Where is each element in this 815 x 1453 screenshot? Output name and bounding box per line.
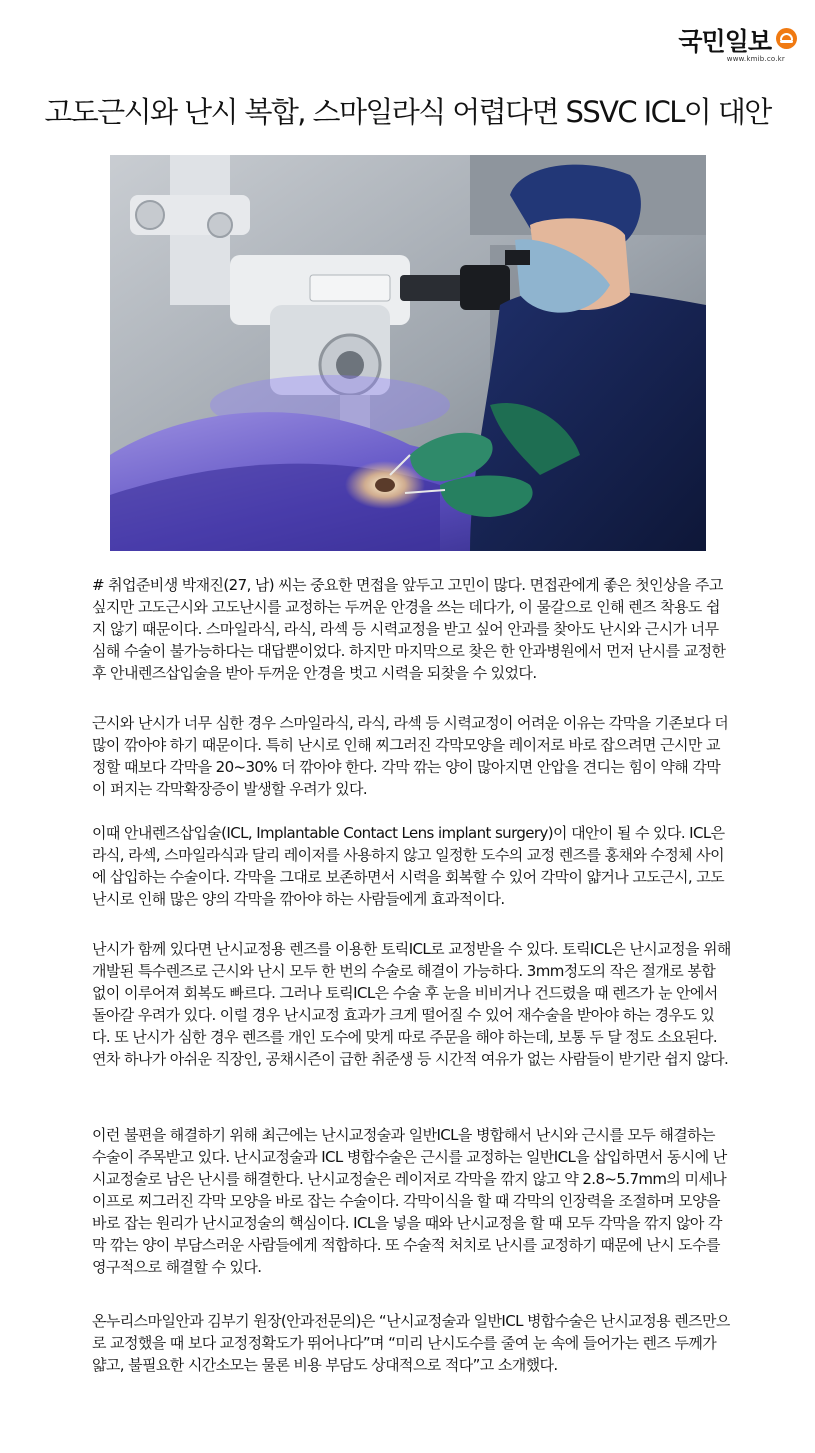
article-body [92,574,732,1398]
brand-logo-text: 국민일보 [678,27,771,56]
article-paragraph: 난시가 함께 있다면 난시교정용 렌즈를 이용한 토릭ICL로 교정받을 수 있다. 토릭ICL은 난시교정을 위해 개발된 특수렌즈로 근시와 난시 모두 한 번의 수술로 해결이 가능하다. 3mm정도의 작은 절개로 봉합 없이 이루어져 회복도 빠르다. 그러나 토릭ICL은 수술 후 눈을 비비거나 건드렸을 때 렌즈가 눈 안에서 돌아갈 우려가 있다. 이럴 경우 난시교정 효과가 크게 떨어질 수 있어 재수술을 받아야 하는 경우도 있다. 또 난시가 심한 경우 렌즈를 개인 도수에 맞게 따로 주문을 해야 하는데, 보통 두 달 정도 소요된다. 연차 하나가 아쉬운 직장인, 공채시즌이 급한 취준생 등 시간적 여유가 없는 사람들이 받기란 쉽지 않다. [92,940,731,1068]
article-paragraph: 이런 불편을 해결하기 위해 최근에는 난시교정술과 일반ICL을 병합해서 난시와 근시를 모두 해결하는 수술이 주목받고 있다. 난시교정술과 ICL 병합수술은 근시를 교정하는 일반ICL을 삽입하면서 동시에 난시교정술로 남은 난시를 해결한다. 난시교정술은 레이저로 각막을 깎지 않고 약 2.8~5.7mm의 미세나이프로 찌그러진 각막 모양을 바로 잡는 수술이다. 각막이식을 할 때 각막의 인장력을 조절하며 모양을 바로 잡는 원리가 난시교정술의 핵심이다. ICL을 넣을 때와 난시교정을 할 때 모두 각막을 깎지 않아 각막 깎는 양이 부담스러운 사람들에게 적합하다. 또 수술적 처치로 난시를 교정하기 때문에 난시 도수를 영구적으로 해결할 수 있다. [92,1126,727,1276]
brand-emblem-icon [776,28,797,49]
article-paragraph: 이때 안내렌즈삽입술(ICL, Implantable Contact Lens implant surgery)이 대안이 될 수 있다. ICL은 라식, 라섹, 스마일라식과 달리 레이저를 사용하지 않고 일정한 도수의 교정 렌즈를 홍채와 수정체 사이에 삽입하는 수술이다. 각막을 그대로 보존하면서 시력을 회복할 수 있어 각막이 얇거나 고도근시, 고도난시로 인해 많은 양의 각막을 깎아야 하는 사람들에게 효과적이다. [92,824,725,908]
article-headline: 고도근시와 난시 복합, 스마일라식 어렵다면 SSVC ICL이 대안 [44,95,771,129]
article-photo [110,155,706,551]
article-paragraph: 온누리스마일안과 김부기 원장(안과전문의)은 “난시교정술과 일반ICL 병합수술은 난시교정용 렌즈만으로 교정했을 때 보다 교정정확도가 뛰어나다”며 “미리 난시도수를 줄여 눈 속에 들어가는 렌즈 두께가 얇고, 불필요한 시간소모는 물론 비용 부담도 상대적으로 적다”고 소개했다. [92,1312,730,1374]
brand-url: www.kmib.co.kr [726,55,785,63]
masthead [657,22,797,66]
article-paragraph: # 취업준비생 박재진(27, 남) 씨는 중요한 면접을 앞두고 고민이 많다. 면접관에게 좋은 첫인상을 주고 싶지만 고도근시와 고도난시를 교정하는 두꺼운 안경을 쓰는 데다가, 이 물갈으로 인해 렌즈 착용도 쉽지 않기 때문이다. 스마일라식, 라식, 라섹 등 시력교정을 받고 싶어 안과를 찾아도 난시와 근시가 너무 심해 수술이 불가능하다는 대답뿐이었다. 하지만 마지막으로 찾은 한 안과병원에서 먼저 난시를 교정한 후 안내렌즈삽입술을 받아 두꺼운 안경을 벗고 시력을 되찾을 수 있었다. [92,576,726,682]
article-paragraph: 근시와 난시가 너무 심한 경우 스마일라식, 라식, 라섹 등 시력교정이 어려운 이유는 각막을 기존보다 더 많이 깎아야 하기 때문이다. 특히 난시로 인해 찌그러진 각막모양을 레이저로 바로 잡으려면 근시만 교정할 때보다 각막을 20~30% 더 깎아야 한다. 각막 깎는 양이 많아지면 안압을 견디는 힘이 약해 각막이 퍼지는 각막확장증이 발생할 우려가 있다. [92,714,729,798]
